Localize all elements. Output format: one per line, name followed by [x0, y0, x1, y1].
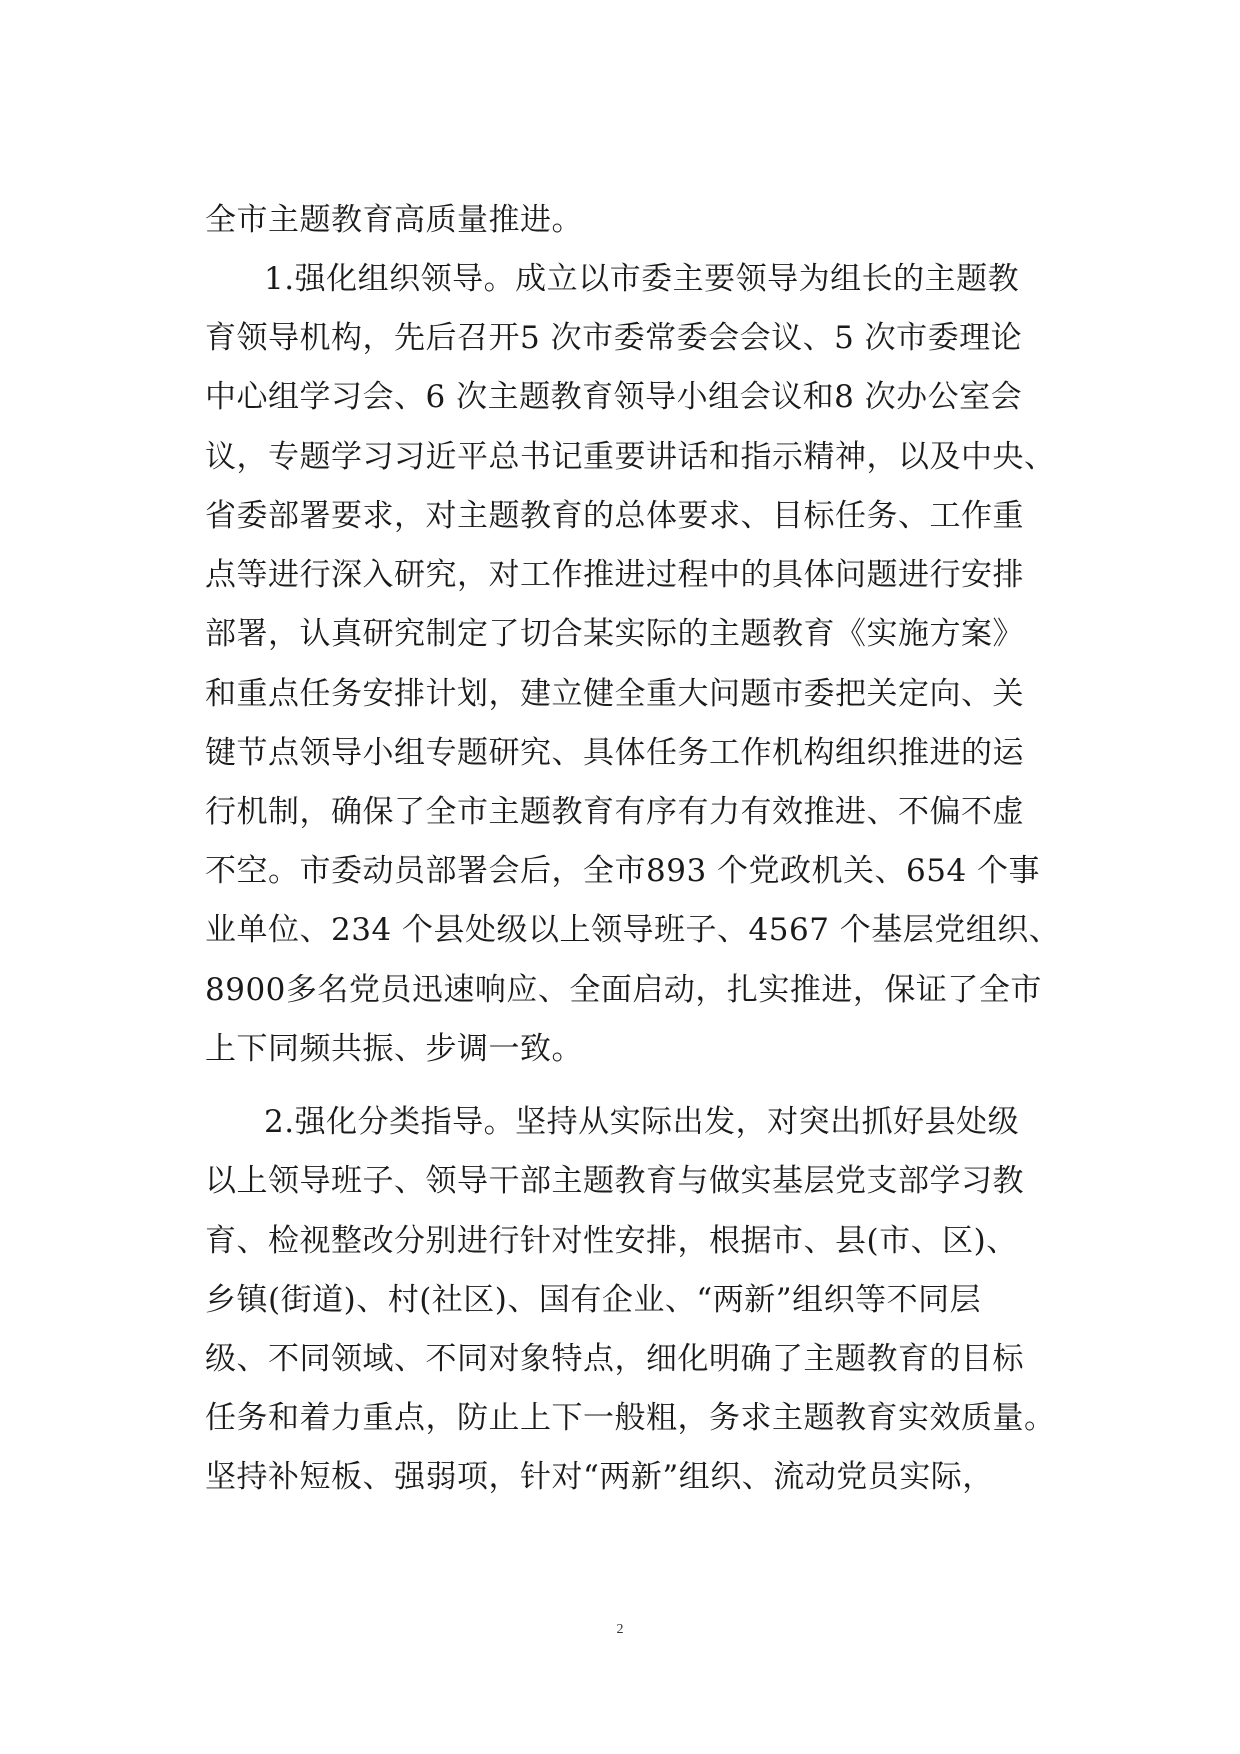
text-line: 育、检视整改分别进行针对性安排，根据市、县(市、区)、 [205, 1223, 1018, 1259]
text-line: 任务和着力重点，防止上下一般粗，务求主题教育实效质量。 [205, 1400, 1056, 1436]
text-line: 全市主题教育高质量推进。 [205, 202, 583, 238]
text-line: 键节点领导小组专题研究、具体任务工作机构组织推进的运 [205, 735, 1024, 771]
text-line: 8900多名党员迅速响应、全面启动，扎实推进，保证了全市 [205, 972, 1042, 1008]
page-number: 2 [616, 1622, 624, 1637]
text-line: 级、不同领域、不同对象特点，细化明确了主题教育的目标 [205, 1341, 1024, 1377]
text-line: 点等进行深入研究，对工作推进过程中的具体问题进行安排 [205, 557, 1024, 593]
text-line: 不空。市委动员部署会后，全市893 个党政机关、654 个事 [205, 853, 1041, 889]
text-line: 中心组学习会、6 次主题教育领导小组会议和8 次办公室会 [205, 379, 1023, 415]
text-line: 坚持补短板、强弱项，针对“两新”组织、流动党员实际， [205, 1459, 994, 1495]
paragraph-heading-line: 2.强化分类指导。坚持从实际出发，对突出抓好县处级 [264, 1104, 1020, 1140]
text-line: 育领导机构，先后召开5 次市委常委会会议、5 次市委理论 [205, 320, 1023, 356]
text-line: 业单位、234 个县处级以上领导班子、4567 个基层党组织、 [205, 912, 1061, 948]
text-line: 以上领导班子、领导干部主题教育与做实基层党支部学习教 [205, 1163, 1024, 1199]
text-line: 部署，认真研究制定了切合某实际的主题教育《实施方案》 [205, 616, 1024, 652]
text-line: 乡镇(街道)、村(社区)、国有企业、“两新”组织等不同层 [205, 1282, 982, 1318]
text-line: 行机制，确保了全市主题教育有序有力有效推进、不偏不虚 [205, 794, 1024, 830]
text-line: 议，专题学习习近平总书记重要讲话和指示精神，以及中央、 [205, 439, 1056, 475]
paragraph-heading-line: 1.强化组织领导。成立以市委主要领导为组长的主题教 [264, 261, 1020, 297]
text-line: 和重点任务安排计划，建立健全重大问题市委把关定向、关 [205, 676, 1024, 712]
text-line: 省委部署要求，对主题教育的总体要求、目标任务、工作重 [205, 498, 1024, 534]
text-line: 上下同频共振、步调一致。 [205, 1031, 583, 1067]
